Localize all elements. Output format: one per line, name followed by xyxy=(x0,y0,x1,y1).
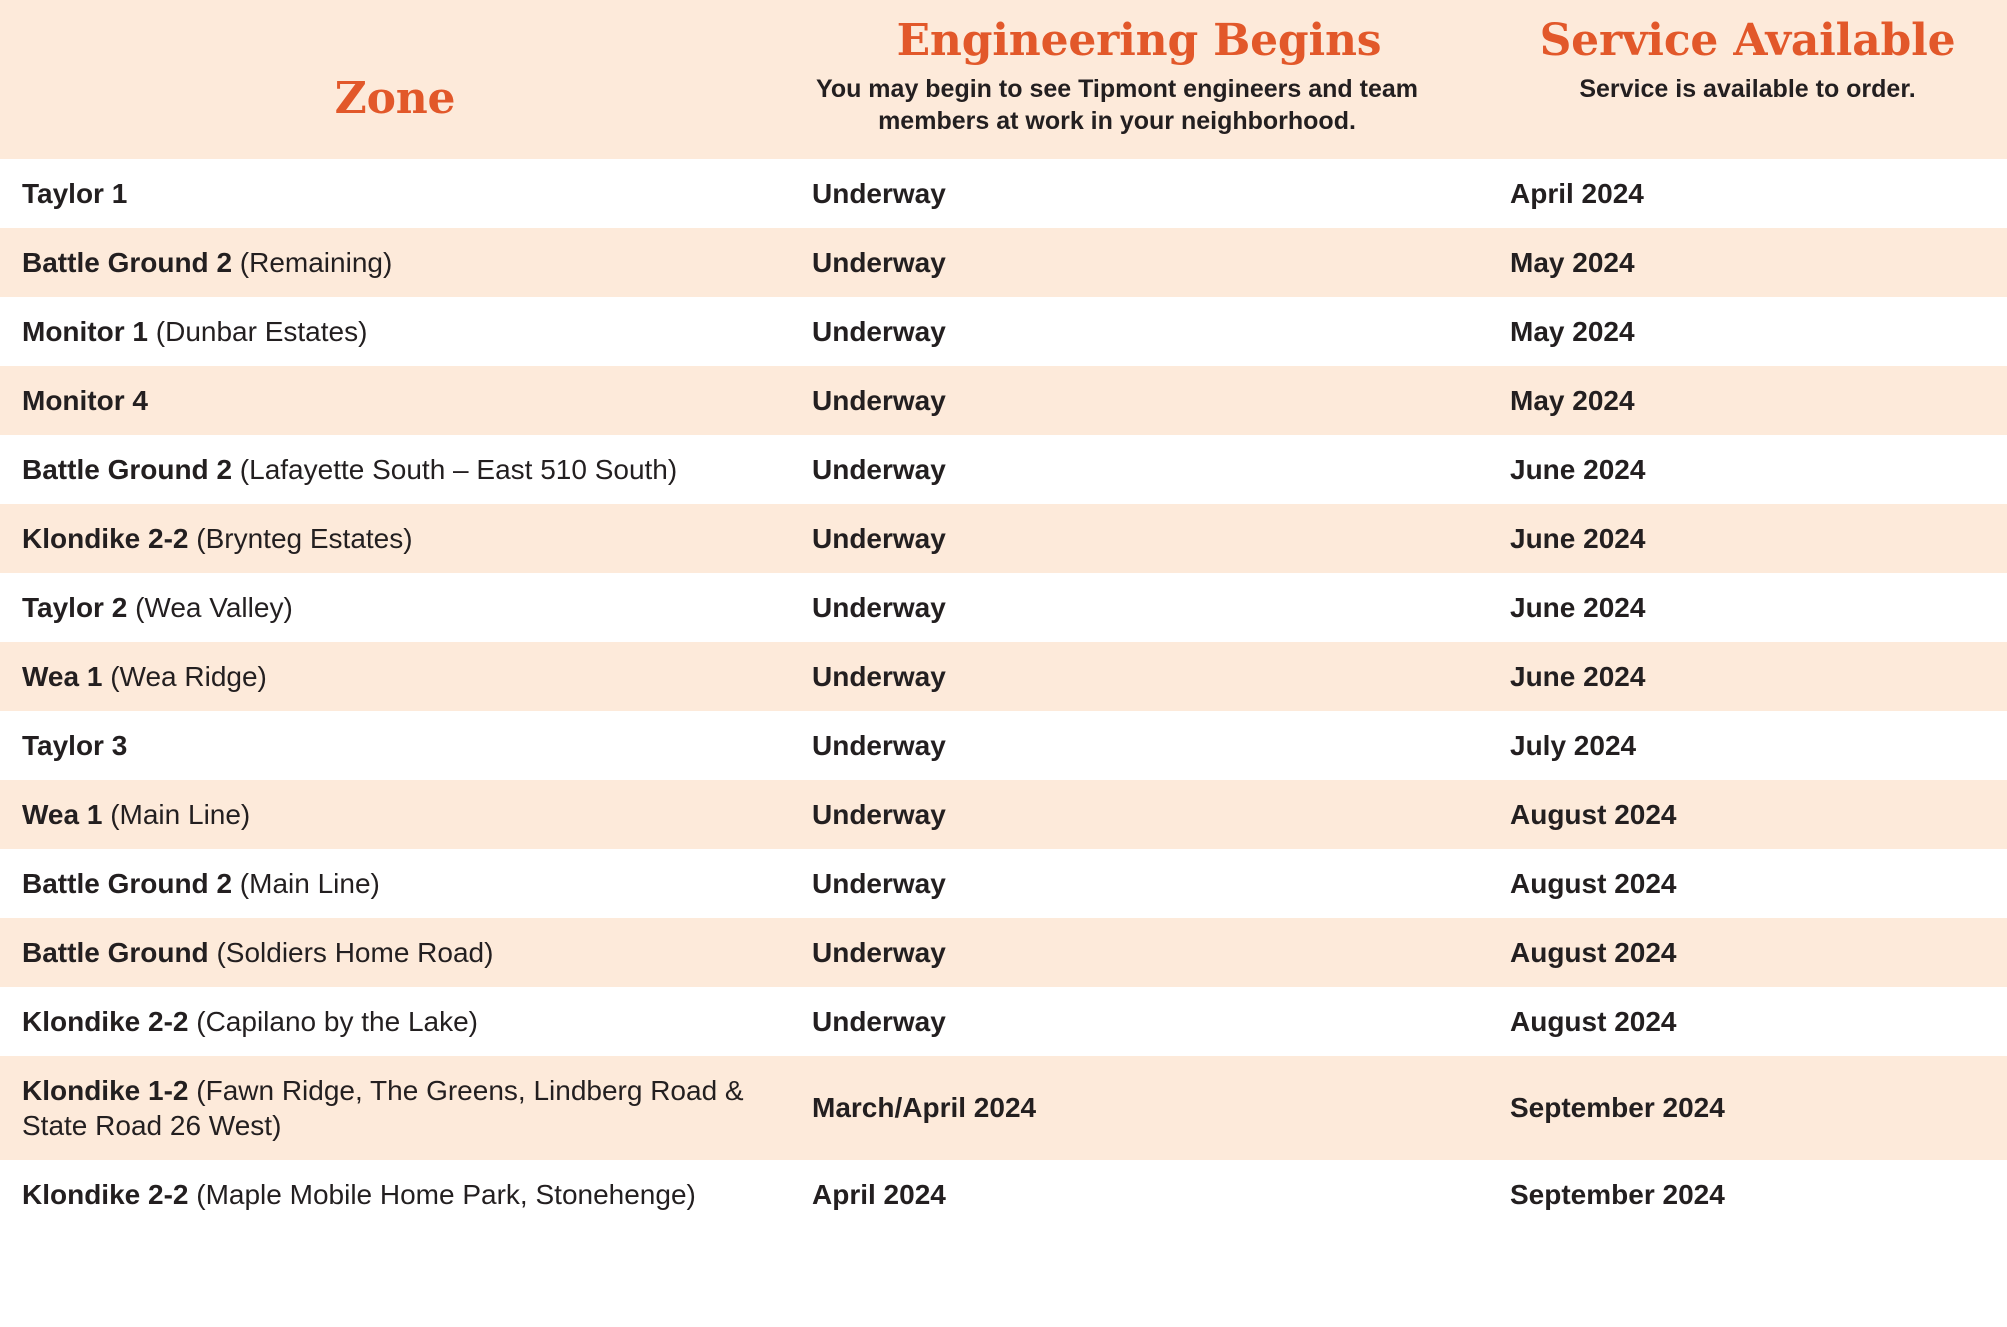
zone-name: Taylor 1 xyxy=(22,177,128,209)
zone-name: Klondike 1-2 xyxy=(22,1074,189,1106)
cell-service-available: September 2024 xyxy=(1510,1178,1725,1210)
table-row xyxy=(0,1056,2007,1160)
table-row xyxy=(0,504,2007,573)
zone-detail: (Main Line) xyxy=(102,798,251,830)
table-row xyxy=(0,366,2007,435)
cell-zone xyxy=(0,435,790,504)
zone-name: Wea 1 xyxy=(22,660,103,692)
cell-zone xyxy=(0,228,790,297)
zone-name: Monitor 1 xyxy=(22,315,148,347)
cell-service-available: August 2024 xyxy=(1510,867,1677,899)
cell-engineering-begins: Underway xyxy=(812,522,946,554)
header-title-zone: Zone xyxy=(334,73,456,124)
table-header-row xyxy=(0,0,2007,159)
cell-service-available: May 2024 xyxy=(1510,246,1635,278)
zone-detail: (Soldiers Home Road) xyxy=(208,936,494,968)
cell-zone xyxy=(0,573,790,642)
cell-service-available: April 2024 xyxy=(1510,177,1644,209)
zone-detail: (Brynteg Estates) xyxy=(188,522,413,554)
cell-zone xyxy=(0,711,790,780)
cell-service-available: June 2024 xyxy=(1510,522,1646,554)
cell-engineering-begins: Underway xyxy=(812,453,946,485)
header-cell-engineering xyxy=(790,0,1488,159)
cell-service-available: May 2024 xyxy=(1510,315,1635,347)
cell-engineering-begins: Underway xyxy=(812,591,946,623)
cell-zone xyxy=(0,1160,790,1229)
cell-zone xyxy=(0,849,790,918)
cell-service-available: August 2024 xyxy=(1510,798,1677,830)
header-cell-service xyxy=(1488,0,2007,159)
cell-zone xyxy=(0,987,790,1056)
cell-zone xyxy=(0,366,790,435)
cell-service-available: July 2024 xyxy=(1510,729,1637,761)
zone-name: Monitor 4 xyxy=(22,384,148,416)
zone-name: Wea 1 xyxy=(22,798,103,830)
cell-service-available: May 2024 xyxy=(1510,384,1635,416)
cell-zone xyxy=(0,159,790,228)
table-row xyxy=(0,711,2007,780)
table-row xyxy=(0,159,2007,228)
zone-detail: (Capilano by the Lake) xyxy=(188,1005,478,1037)
cell-zone xyxy=(0,642,790,711)
zone-detail: (Lafayette South – East 510 South) xyxy=(232,453,678,485)
zone-name: Taylor 2 xyxy=(22,591,128,623)
cell-engineering-begins: Underway xyxy=(812,246,946,278)
header-subtitle-service: Service is available to order. xyxy=(1579,74,1916,103)
cell-engineering-begins: Underway xyxy=(812,798,946,830)
zone-name: Battle Ground 2 xyxy=(22,453,233,485)
cell-engineering-begins: Underway xyxy=(812,936,946,968)
cell-service-available: June 2024 xyxy=(1510,591,1646,623)
cell-engineering-begins: Underway xyxy=(812,867,946,899)
cell-service-available: June 2024 xyxy=(1510,453,1646,485)
cell-service-available: September 2024 xyxy=(1510,1092,1725,1124)
cell-engineering-begins: Underway xyxy=(812,1005,946,1037)
zone-name: Battle Ground 2 xyxy=(22,246,233,278)
zone-name: Klondike 2-2 xyxy=(22,1178,189,1210)
table-row xyxy=(0,987,2007,1056)
zone-detail: (Dunbar Estates) xyxy=(148,315,368,347)
cell-zone xyxy=(0,297,790,366)
table-row xyxy=(0,573,2007,642)
zone-detail: (Maple Mobile Home Park, Stonehenge) xyxy=(188,1178,696,1210)
header-title-service: Service Available xyxy=(1539,15,1956,66)
zone-detail: (Wea Ridge) xyxy=(102,660,267,692)
zone-name: Battle Ground 2 xyxy=(22,867,233,899)
zone-detail: (Remaining) xyxy=(232,246,393,278)
zone-name: Klondike 2-2 xyxy=(22,1005,189,1037)
cell-engineering-begins: Underway xyxy=(812,315,946,347)
cell-engineering-begins: March/April 2024 xyxy=(812,1092,1037,1124)
header-title-engineering: Engineering Begins xyxy=(896,15,1382,66)
cell-zone xyxy=(0,918,790,987)
zone-name: Taylor 3 xyxy=(22,729,128,761)
cell-service-available: June 2024 xyxy=(1510,660,1646,692)
cell-zone xyxy=(0,504,790,573)
cell-engineering-begins: April 2024 xyxy=(812,1178,946,1210)
table-row xyxy=(0,642,2007,711)
zone-detail: (Wea Valley) xyxy=(127,591,293,623)
table-row xyxy=(0,228,2007,297)
cell-engineering-begins: Underway xyxy=(812,384,946,416)
cell-engineering-begins: Underway xyxy=(812,729,946,761)
zone-name: Klondike 2-2 xyxy=(22,522,189,554)
cell-zone xyxy=(0,780,790,849)
table-row xyxy=(0,1160,2007,1229)
zone-detail: (Main Line) xyxy=(232,867,380,899)
zone-detail: (Fawn Ridge, The Greens, Lindberg Road & State Road 26 West) xyxy=(22,1074,744,1141)
cell-engineering-begins: Underway xyxy=(812,660,946,692)
cell-service-available: August 2024 xyxy=(1510,1005,1677,1037)
table-row xyxy=(0,297,2007,366)
table-row xyxy=(0,435,2007,504)
cell-zone xyxy=(0,1056,790,1160)
cell-engineering-begins: Underway xyxy=(812,177,946,209)
table-body xyxy=(0,159,2007,1229)
table-row xyxy=(0,849,2007,918)
zone-name: Battle Ground xyxy=(22,936,209,968)
table-row xyxy=(0,780,2007,849)
cell-service-available: August 2024 xyxy=(1510,936,1677,968)
header-cell-zone xyxy=(0,0,790,159)
table-row xyxy=(0,918,2007,987)
header-subtitle-engineering: You may begin to see Tipmont engineers and team members at work in your neighborhood. xyxy=(816,74,1418,135)
